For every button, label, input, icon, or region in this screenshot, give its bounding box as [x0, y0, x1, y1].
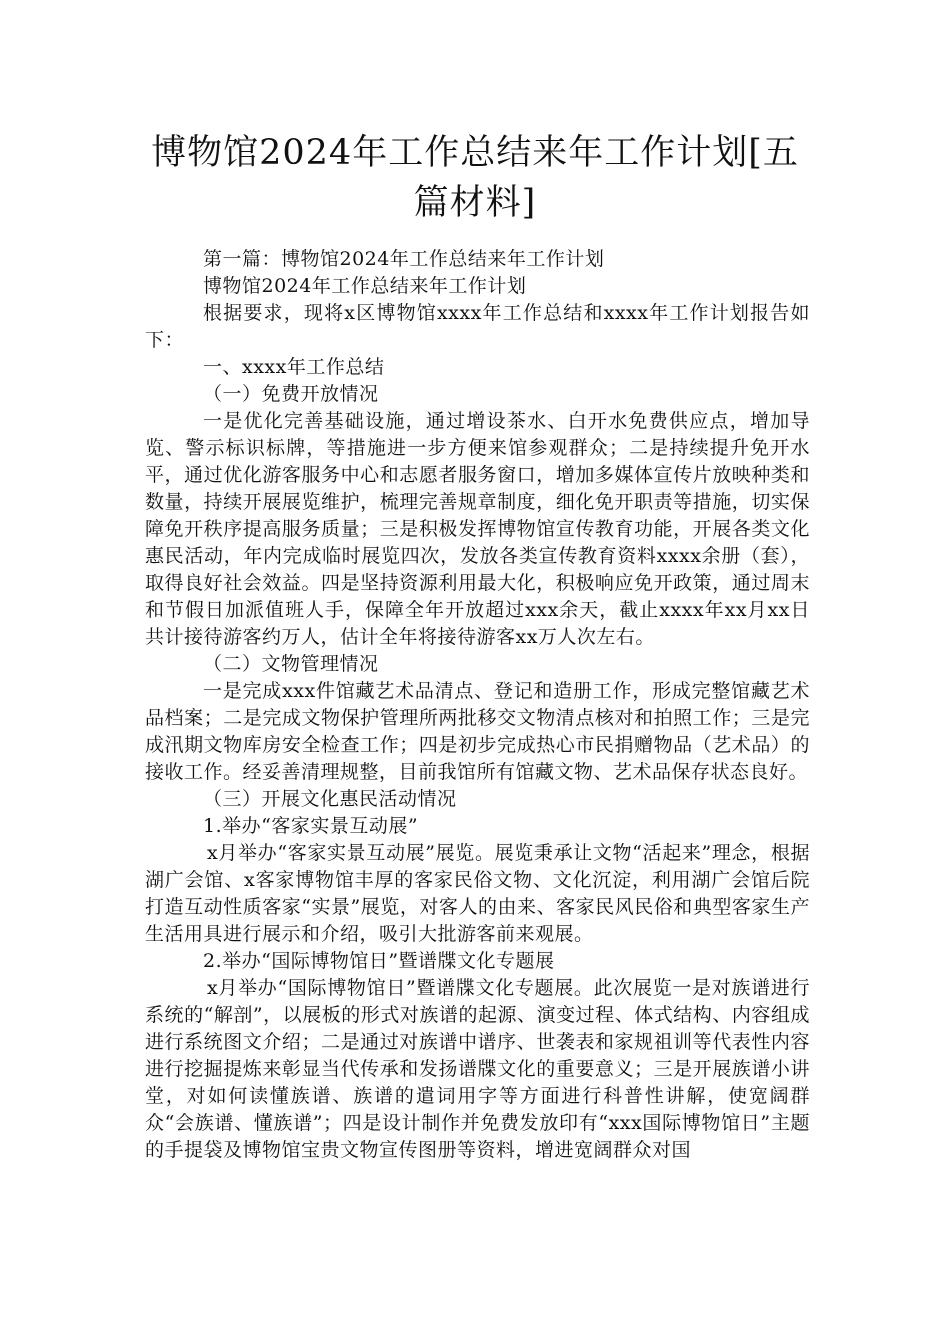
document-body [145, 246, 810, 1164]
subtitle: 博物馆2024年工作总结来年工作计划 [203, 275, 527, 297]
subsection-heading: （一）免费开放情况 [203, 383, 379, 405]
subsection-heading: （三）开展文化惠民活动情况 [203, 788, 457, 810]
subsection-heading: （二）文物管理情况 [203, 653, 379, 675]
document-title: 博物馆2024年工作总结来年工作计划[五篇材料] [151, 133, 799, 223]
intro-paragraph: 根据要求，现将x区博物馆xxxx年工作总结和xxxx年工作计划报告如下： [145, 302, 810, 351]
section-heading: 一、xxxx年工作总结 [203, 356, 385, 378]
body-paragraph: x月举办“客家实景互动展”展览。展览秉承让文物“活起来”理念，根据湖广会馆、x客家博物馆丰厚的客家民俗文物、文化沉淀，利用湖广会馆后院打造互动性质客家“实景”展览，对客人的由来、客家民风民俗和典型客家生产生活用具进行展示和介绍，吸引大批游客前来观展。 [145, 842, 810, 945]
item-heading: 1.举办“客家实景互动展” [203, 815, 419, 837]
item-heading: 2.举办“国际博物馆日”暨谱牒文化专题展 [203, 950, 555, 972]
body-paragraph: x月举办“国际博物馆日”暨谱牒文化专题展。此次展览一是对族谱进行系统的“解剖”，以展板的形式对族谱的起源、演变过程、体式结构、内容组成进行系统图文介绍；二是通过对族谱中谱序、世袭表和家规祖训等代表性内容进行挖掘提炼来彰显当代传承和发扬谱牒文化的重要意义；三是开展族谱小讲堂，对如何读懂族谱、族谱的遣词用字等方面进行科普性讲解，使宽阔群众“会族谱、懂族谱”；四是设计制作并免费发放印有“xxx国际博物馆日”主题的手提袋及博物馆宝贵文物宣传图册等资料，增进宽阔群众对国 [145, 977, 810, 1161]
body-paragraph: 一是完成xxx件馆藏艺术品清点、登记和造册工作，形成完整馆藏艺术品档案；二是完成文物保护管理所两批移交文物清点核对和拍照工作；三是完成汛期文物库房安全检查工作；四是初步完成热心市民捐赠物品（艺术品）的接收工作。经妥善清理规整，目前我馆所有馆藏文物、艺术品保存状态良好。 [145, 680, 810, 783]
body-paragraph: 一是优化完善基础设施，通过增设茶水、白开水免费供应点，增加导览、警示标识标牌，等措施进一步方便来馆参观群众；二是持续提升免开水平，通过优化游客服务中心和志愿者服务窗口，增加多媒体宣传片放映种类和数量，持续开展展览维护，梳理完善规章制度，细化免开职责等措施，切实保障免开秩序提高服务质量；三是积极发挥博物馆宣传教育功能，开展各类文化惠民活动，年内完成临时展览四次，发放各类宣传教育资料xxxx余册（套），取得良好社会效益。四是坚持资源利用最大化，积极响应免开政策，通过周末和节假日加派值班人手，保障全年开放超过xxx余天，截止xxxx年xx月xx日共计接待游客约万人，估计全年将接待游客xx万人次左右。 [145, 410, 810, 648]
chapter-heading: 第一篇：博物馆2024年工作总结来年工作计划 [203, 248, 605, 270]
